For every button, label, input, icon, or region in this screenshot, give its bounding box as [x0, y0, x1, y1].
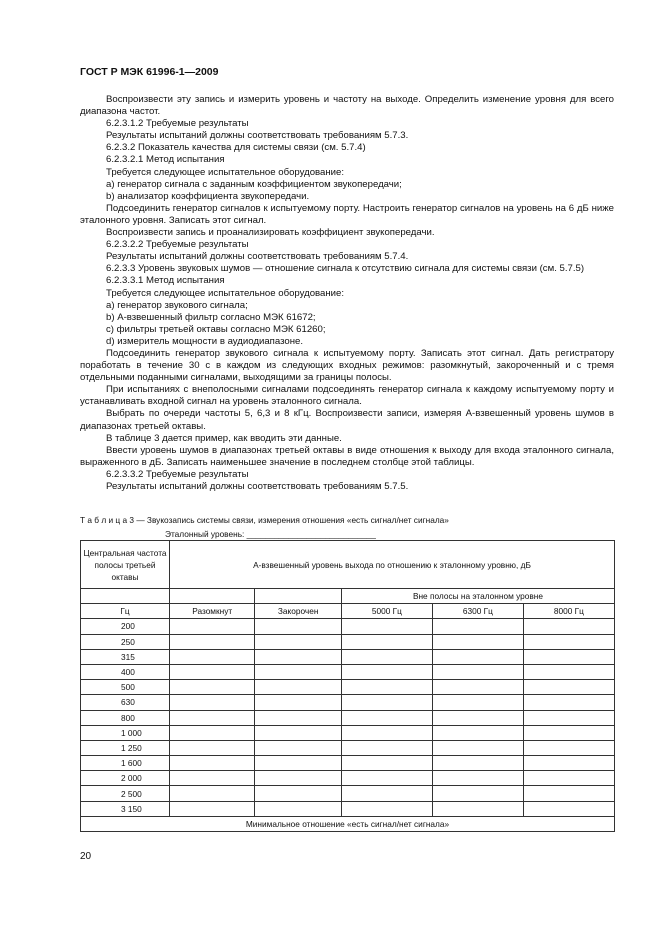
sub-header: 8000 Гц [523, 604, 614, 619]
value-cell [523, 664, 614, 679]
table-row [81, 710, 615, 725]
value-cell [170, 725, 255, 740]
table-row [81, 680, 615, 695]
value-cell [341, 786, 432, 801]
table-row [81, 634, 615, 649]
frequency-cell: 250 [81, 634, 170, 649]
value-cell [255, 771, 342, 786]
body-text [80, 94, 614, 493]
value-cell [255, 680, 342, 695]
sub-header: Закорочен [255, 604, 342, 619]
value-cell [432, 695, 523, 710]
paragraph: Результаты испытаний должны соответствовать требованиям 5.7.5. [106, 481, 409, 492]
paragraph: 6.2.3.2.1 Метод испытания [106, 154, 225, 166]
value-cell [255, 786, 342, 801]
results-table [80, 540, 615, 832]
value-cell [341, 756, 432, 771]
table-footer: Минимальное отношение «есть сигнал/нет сигнала» [81, 816, 615, 831]
value-cell [341, 710, 432, 725]
main-header: А-взвешенный уровень выхода по отношению к эталонному уровню, дБ [170, 541, 615, 589]
frequency-cell: 2 000 [81, 771, 170, 786]
col0-header: Центральная частота полосы третьей октавы [81, 541, 170, 589]
paragraph: 6.2.3.2.2 Требуемые результаты [106, 239, 249, 251]
value-cell [432, 771, 523, 786]
value-cell [170, 680, 255, 695]
value-cell [523, 710, 614, 725]
frequency-cell: 1 250 [81, 740, 170, 755]
paragraph: При испытаниях с внеполосными сигналами подсоединять генератор сигнала к каждому испытуемому порту и устанавливать входной сигнал на уровень эталонного сигнала. [80, 384, 614, 408]
paragraph: Подсоединить генератор звукового сигнала к испытуемому порту. Записать этот сигнал. Дать регистратору поработать в течение 30 с в каждом из следующих входных режимов: разомкнутый, закороченный и с тремя отдельными поданными сигналами, выходящими за границы полосы. [80, 347, 614, 384]
paragraph: 6.2.3.1.2 Требуемые результаты [106, 118, 249, 130]
value-cell [341, 649, 432, 664]
value-cell [523, 695, 614, 710]
paragraph: Требуется следующее испытательное оборудование: [106, 287, 345, 299]
value-cell [170, 786, 255, 801]
frequency-cell: 400 [81, 664, 170, 679]
value-cell [341, 619, 432, 634]
value-cell [432, 740, 523, 755]
value-cell [432, 680, 523, 695]
table-row [81, 664, 615, 679]
value-cell [170, 695, 255, 710]
value-cell [432, 786, 523, 801]
value-cell [341, 695, 432, 710]
paragraph: Требуется следующее испытательное оборудование: [106, 166, 345, 178]
paragraph: c) фильтры третьей октавы согласно МЭК 61260; [106, 323, 326, 335]
frequency-cell: 315 [81, 649, 170, 664]
value-cell [523, 680, 614, 695]
paragraph: Результаты испытаний должны соответствовать требованиям 5.7.4. [106, 251, 409, 263]
value-cell [170, 771, 255, 786]
value-cell [255, 740, 342, 755]
paragraph: Подсоединить генератор сигналов к испытуемому порту. Настроить генератор сигналов на уровень на 6 дБ ниже эталонного уровня. Записать этот сигнал. [80, 202, 614, 226]
value-cell [255, 710, 342, 725]
frequency-cell: 2 500 [81, 786, 170, 801]
value-cell [255, 619, 342, 634]
paragraph: В таблице 3 дается пример, как вводить эти данные. [106, 432, 342, 444]
paragraph: b) анализатор коэффициента звукопередачи. [106, 190, 310, 202]
table-row [81, 695, 615, 710]
paragraph: 6.2.3.3 Уровень звуковых шумов — отношение сигнала к отсутствию сигнала для системы связи (см. 5.7.5) [106, 263, 585, 275]
value-cell [523, 725, 614, 740]
value-cell [341, 680, 432, 695]
table-row [81, 786, 615, 801]
paragraph: 6.2.3.3.1 Метод испытания [106, 275, 225, 287]
frequency-cell: 1 600 [81, 756, 170, 771]
value-cell [255, 649, 342, 664]
value-cell [432, 801, 523, 816]
value-cell [170, 619, 255, 634]
paragraph: Воспроизвести запись и проанализировать коэффициент звукопередачи. [106, 227, 435, 239]
sub-header: 5000 Гц [341, 604, 432, 619]
sub-header: Разомкнут [170, 604, 255, 619]
sub-header: Гц [81, 604, 170, 619]
frequency-cell: 800 [81, 710, 170, 725]
value-cell [255, 725, 342, 740]
value-cell [523, 740, 614, 755]
value-cell [432, 725, 523, 740]
table-row [81, 740, 615, 755]
paragraph: 6.2.3.3.2 Требуемые результаты [106, 468, 249, 480]
frequency-cell: 1 000 [81, 725, 170, 740]
out-of-band-header: Вне полосы на эталонном уровне [341, 589, 614, 604]
frequency-cell: 500 [81, 680, 170, 695]
table-row [81, 771, 615, 786]
document-header: ГОСТ Р МЭК 61996-1—2009 [80, 66, 219, 78]
value-cell [170, 664, 255, 679]
value-cell [523, 786, 614, 801]
value-cell [341, 801, 432, 816]
value-cell [170, 710, 255, 725]
paragraph: a) генератор звукового сигнала; [106, 299, 248, 311]
value-cell [432, 664, 523, 679]
paragraph: 6.2.3.2 Показатель качества для системы связи (см. 5.7.4) [106, 142, 366, 154]
paragraph: a) генератор сигнала с заданным коэффициентом звукопередачи; [106, 178, 402, 190]
value-cell [341, 634, 432, 649]
table-row [81, 756, 615, 771]
frequency-cell: 200 [81, 619, 170, 634]
value-cell [341, 771, 432, 786]
value-cell [523, 771, 614, 786]
table-row [81, 801, 615, 816]
sub-header: 6300 Гц [432, 604, 523, 619]
value-cell [432, 649, 523, 664]
table-row [81, 619, 615, 634]
value-cell [432, 619, 523, 634]
value-cell [432, 756, 523, 771]
value-cell [170, 634, 255, 649]
value-cell [255, 801, 342, 816]
table-caption: Т а б л и ц а 3 — Звукозапись системы связи, измерения отношения «есть сигнал/нет сигнала» [80, 515, 449, 525]
value-cell [170, 740, 255, 755]
reference-level-label: Эталонный уровень: ____________________________ [165, 529, 376, 539]
table-row [81, 725, 615, 740]
paragraph: Воспроизвести эту запись и измерить уровень и частоту на выходе. Определить изменение уровня для всего диапазона частот. [80, 94, 614, 118]
value-cell [523, 619, 614, 634]
table-row [81, 649, 615, 664]
value-cell [255, 634, 342, 649]
value-cell [341, 740, 432, 755]
value-cell [255, 695, 342, 710]
page-number: 20 [80, 851, 92, 862]
value-cell [255, 756, 342, 771]
value-cell [523, 756, 614, 771]
paragraph: b) А-взвешенный фильтр согласно МЭК 61672; [106, 311, 316, 323]
frequency-cell: 630 [81, 695, 170, 710]
value-cell [255, 664, 342, 679]
value-cell [341, 725, 432, 740]
paragraph: d) измеритель мощности в аудиодиапазоне. [106, 335, 304, 347]
value-cell [170, 649, 255, 664]
value-cell [523, 634, 614, 649]
value-cell [170, 756, 255, 771]
paragraph: Ввести уровень шумов в диапазонах третьей октавы в виде отношения к выходу для входа эталонного сигнала, выраженного в дБ. Записать наименьшее значение в последнем столбце этой таблицы. [80, 444, 614, 468]
paragraph: Результаты испытаний должны соответствовать требованиям 5.7.3. [106, 130, 409, 142]
value-cell [523, 649, 614, 664]
value-cell [432, 634, 523, 649]
value-cell [170, 801, 255, 816]
value-cell [341, 664, 432, 679]
value-cell [523, 801, 614, 816]
frequency-cell: 3 150 [81, 801, 170, 816]
paragraph: Выбрать по очереди частоты 5, 6,3 и 8 кГц. Воспроизвести записи, измеряя А-взвешенный уровень шумов в диапазонах третьей октавы. [80, 408, 614, 432]
value-cell [432, 710, 523, 725]
